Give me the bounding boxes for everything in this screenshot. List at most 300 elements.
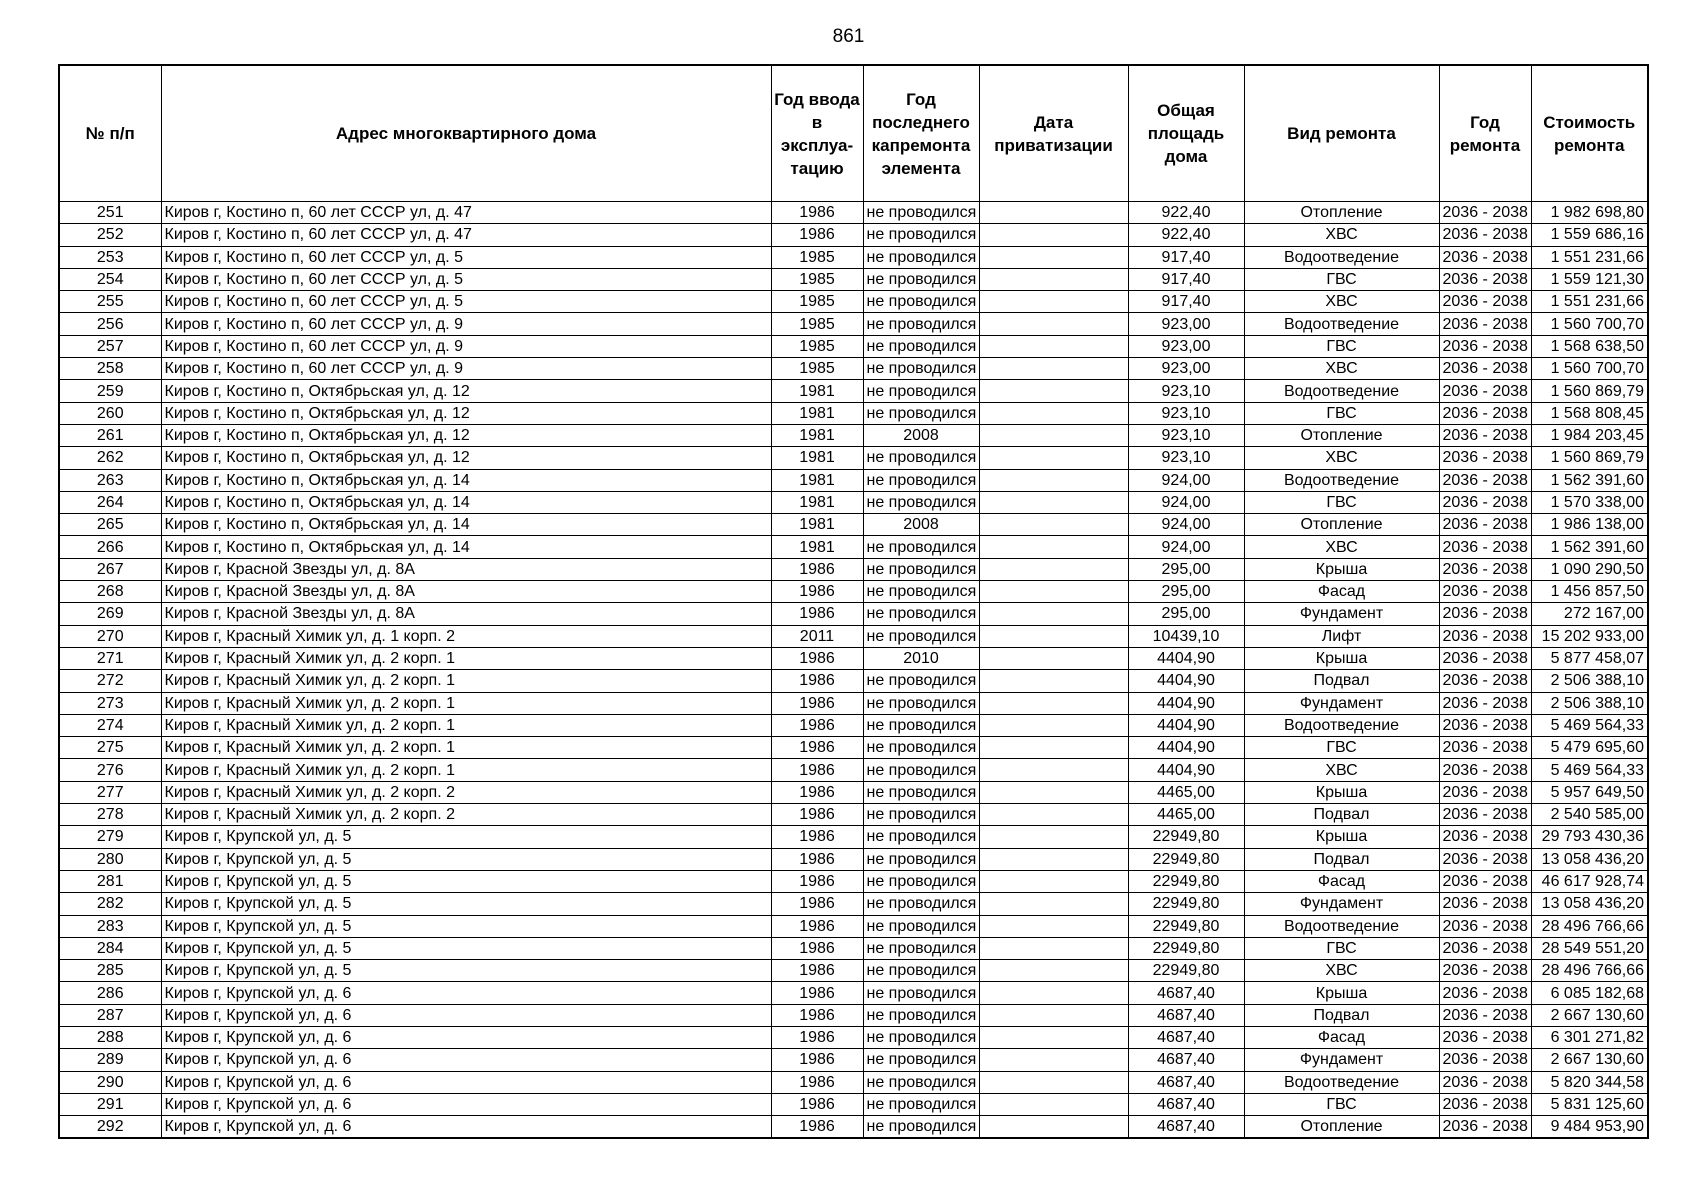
cell-address: Киров г, Костино п, 60 лет СССР ул, д. 9	[161, 335, 771, 357]
cell-num: 251	[59, 202, 161, 224]
cell-repair-year: 2036 - 2038	[1439, 714, 1531, 736]
cell-address: Киров г, Красный Химик ул, д. 2 корп. 1	[161, 692, 771, 714]
table-row	[59, 915, 1648, 937]
cell-last-capital-repair: не проводился	[863, 536, 979, 558]
table-row	[59, 536, 1648, 558]
cell-repair-type: Водоотведение	[1244, 246, 1439, 268]
cell-commission-year: 1986	[771, 781, 863, 803]
cell-repair-year: 2036 - 2038	[1439, 224, 1531, 246]
cell-total-area: 917,40	[1128, 268, 1244, 290]
cell-commission-year: 1986	[771, 714, 863, 736]
cell-total-area: 295,00	[1128, 603, 1244, 625]
cell-privatization-date	[979, 514, 1128, 536]
cell-repair-year: 2036 - 2038	[1439, 536, 1531, 558]
table-row	[59, 1049, 1648, 1071]
cell-last-capital-repair: не проводился	[863, 714, 979, 736]
cell-last-capital-repair: не проводился	[863, 581, 979, 603]
cell-repair-cost: 1 560 700,70	[1531, 313, 1648, 335]
cell-address: Киров г, Крупской ул, д. 5	[161, 848, 771, 870]
cell-repair-year: 2036 - 2038	[1439, 759, 1531, 781]
cell-last-capital-repair: не проводился	[863, 335, 979, 357]
cell-num: 252	[59, 224, 161, 246]
cell-total-area: 923,00	[1128, 313, 1244, 335]
cell-num: 281	[59, 870, 161, 892]
cell-privatization-date	[979, 402, 1128, 424]
cell-repair-year: 2036 - 2038	[1439, 1004, 1531, 1026]
cell-privatization-date	[979, 915, 1128, 937]
cell-commission-year: 1985	[771, 268, 863, 290]
table-row	[59, 581, 1648, 603]
cell-privatization-date	[979, 1116, 1128, 1139]
cell-repair-cost: 1 560 869,79	[1531, 380, 1648, 402]
cell-last-capital-repair: не проводился	[863, 848, 979, 870]
cell-last-capital-repair: не проводился	[863, 313, 979, 335]
cell-address: Киров г, Костино п, Октябрьская ул, д. 14	[161, 536, 771, 558]
cell-commission-year: 1986	[771, 870, 863, 892]
cell-address: Киров г, Красной Звезды ул, д. 8А	[161, 581, 771, 603]
table-row	[59, 1004, 1648, 1026]
cell-repair-year: 2036 - 2038	[1439, 603, 1531, 625]
cell-num: 269	[59, 603, 161, 625]
cell-repair-cost: 2 540 585,00	[1531, 804, 1648, 826]
cell-repair-year: 2036 - 2038	[1439, 804, 1531, 826]
cell-privatization-date	[979, 781, 1128, 803]
table-row	[59, 224, 1648, 246]
cell-commission-year: 1986	[771, 960, 863, 982]
header-repair-year: Год ремонта	[1439, 65, 1531, 202]
cell-total-area: 295,00	[1128, 558, 1244, 580]
cell-repair-cost: 1 982 698,80	[1531, 202, 1648, 224]
table-row	[59, 759, 1648, 781]
cell-privatization-date	[979, 960, 1128, 982]
cell-last-capital-repair: не проводился	[863, 826, 979, 848]
table-row	[59, 1026, 1648, 1048]
cell-address: Киров г, Крупской ул, д. 6	[161, 982, 771, 1004]
cell-address: Киров г, Красный Химик ул, д. 2 корп. 2	[161, 804, 771, 826]
cell-repair-year: 2036 - 2038	[1439, 692, 1531, 714]
cell-repair-cost: 1 562 391,60	[1531, 536, 1648, 558]
cell-commission-year: 1981	[771, 424, 863, 446]
cell-last-capital-repair: не проводился	[863, 224, 979, 246]
cell-last-capital-repair: не проводился	[863, 558, 979, 580]
cell-repair-year: 2036 - 2038	[1439, 202, 1531, 224]
table-row	[59, 358, 1648, 380]
cell-num: 275	[59, 737, 161, 759]
cell-repair-cost: 1 559 686,16	[1531, 224, 1648, 246]
cell-address: Киров г, Костино п, Октябрьская ул, д. 14	[161, 491, 771, 513]
cell-total-area: 4687,40	[1128, 1071, 1244, 1093]
cell-commission-year: 1986	[771, 647, 863, 669]
cell-address: Киров г, Костино п, Октябрьская ул, д. 14	[161, 514, 771, 536]
cell-last-capital-repair: не проводился	[863, 402, 979, 424]
cell-repair-year: 2036 - 2038	[1439, 558, 1531, 580]
cell-address: Киров г, Красной Звезды ул, д. 8А	[161, 558, 771, 580]
cell-last-capital-repair: не проводился	[863, 380, 979, 402]
cell-commission-year: 1986	[771, 1026, 863, 1048]
cell-last-capital-repair: не проводился	[863, 982, 979, 1004]
cell-num: 280	[59, 848, 161, 870]
cell-repair-type: ХВС	[1244, 447, 1439, 469]
repair-registry-table	[58, 64, 1649, 1139]
cell-privatization-date	[979, 804, 1128, 826]
cell-address: Киров г, Крупской ул, д. 5	[161, 960, 771, 982]
cell-total-area: 917,40	[1128, 246, 1244, 268]
cell-privatization-date	[979, 202, 1128, 224]
cell-repair-cost: 1 568 808,45	[1531, 402, 1648, 424]
cell-total-area: 924,00	[1128, 491, 1244, 513]
cell-num: 260	[59, 402, 161, 424]
cell-address: Киров г, Красный Химик ул, д. 2 корп. 1	[161, 759, 771, 781]
table-row	[59, 960, 1648, 982]
cell-privatization-date	[979, 424, 1128, 446]
cell-repair-cost: 5 820 344,58	[1531, 1071, 1648, 1093]
header-num: № п/п	[59, 65, 161, 202]
cell-repair-type: Фасад	[1244, 1026, 1439, 1048]
cell-commission-year: 1986	[771, 1049, 863, 1071]
cell-last-capital-repair: не проводился	[863, 737, 979, 759]
header-commission-year: Год ввода в эксплуа-тацию	[771, 65, 863, 202]
cell-total-area: 924,00	[1128, 469, 1244, 491]
cell-total-area: 923,10	[1128, 447, 1244, 469]
cell-total-area: 4687,40	[1128, 982, 1244, 1004]
cell-commission-year: 1986	[771, 759, 863, 781]
header-repair-type: Вид ремонта	[1244, 65, 1439, 202]
cell-repair-year: 2036 - 2038	[1439, 937, 1531, 959]
cell-address: Киров г, Крупской ул, д. 6	[161, 1026, 771, 1048]
cell-commission-year: 1985	[771, 358, 863, 380]
cell-repair-year: 2036 - 2038	[1439, 313, 1531, 335]
cell-privatization-date	[979, 224, 1128, 246]
cell-address: Киров г, Крупской ул, д. 5	[161, 870, 771, 892]
cell-total-area: 4404,90	[1128, 737, 1244, 759]
cell-repair-type: Фундамент	[1244, 603, 1439, 625]
cell-repair-type: ХВС	[1244, 759, 1439, 781]
cell-num: 289	[59, 1049, 161, 1071]
cell-repair-cost: 2 667 130,60	[1531, 1049, 1648, 1071]
cell-privatization-date	[979, 937, 1128, 959]
cell-commission-year: 1986	[771, 202, 863, 224]
cell-repair-year: 2036 - 2038	[1439, 1093, 1531, 1115]
cell-total-area: 22949,80	[1128, 826, 1244, 848]
cell-address: Киров г, Крупской ул, д. 5	[161, 893, 771, 915]
table-row	[59, 202, 1648, 224]
header-repair-cost: Стоимость ремонта	[1531, 65, 1648, 202]
cell-last-capital-repair: не проводился	[863, 960, 979, 982]
cell-repair-type: ГВС	[1244, 937, 1439, 959]
cell-repair-type: Крыша	[1244, 781, 1439, 803]
cell-commission-year: 1981	[771, 447, 863, 469]
table-row	[59, 313, 1648, 335]
cell-repair-year: 2036 - 2038	[1439, 670, 1531, 692]
cell-num: 253	[59, 246, 161, 268]
cell-commission-year: 1986	[771, 826, 863, 848]
cell-num: 264	[59, 491, 161, 513]
cell-address: Киров г, Костино п, 60 лет СССР ул, д. 5	[161, 268, 771, 290]
cell-address: Киров г, Костино п, 60 лет СССР ул, д. 47	[161, 224, 771, 246]
cell-total-area: 922,40	[1128, 224, 1244, 246]
cell-total-area: 4404,90	[1128, 714, 1244, 736]
cell-last-capital-repair: не проводился	[863, 202, 979, 224]
cell-address: Киров г, Крупской ул, д. 5	[161, 937, 771, 959]
cell-repair-year: 2036 - 2038	[1439, 469, 1531, 491]
cell-num: 278	[59, 804, 161, 826]
cell-repair-year: 2036 - 2038	[1439, 982, 1531, 1004]
cell-repair-type: Отопление	[1244, 424, 1439, 446]
cell-last-capital-repair: не проводился	[863, 1026, 979, 1048]
cell-repair-cost: 28 496 766,66	[1531, 960, 1648, 982]
cell-num: 277	[59, 781, 161, 803]
cell-num: 290	[59, 1071, 161, 1093]
cell-privatization-date	[979, 1004, 1128, 1026]
cell-repair-cost: 1 570 338,00	[1531, 491, 1648, 513]
cell-address: Киров г, Крупской ул, д. 6	[161, 1049, 771, 1071]
cell-total-area: 4687,40	[1128, 1026, 1244, 1048]
cell-repair-cost: 1 551 231,66	[1531, 291, 1648, 313]
cell-total-area: 4404,90	[1128, 759, 1244, 781]
table-row	[59, 491, 1648, 513]
cell-repair-type: Водоотведение	[1244, 714, 1439, 736]
cell-last-capital-repair: не проводился	[863, 1116, 979, 1139]
cell-commission-year: 1986	[771, 1093, 863, 1115]
table-row	[59, 424, 1648, 446]
cell-last-capital-repair: не проводился	[863, 937, 979, 959]
header-privatization-date: Дата приватизации	[979, 65, 1128, 202]
cell-num: 267	[59, 558, 161, 580]
cell-total-area: 4465,00	[1128, 781, 1244, 803]
cell-last-capital-repair: не проводился	[863, 1004, 979, 1026]
cell-repair-cost: 6 301 271,82	[1531, 1026, 1648, 1048]
cell-last-capital-repair: не проводился	[863, 893, 979, 915]
cell-repair-type: ГВС	[1244, 1093, 1439, 1115]
cell-num: 287	[59, 1004, 161, 1026]
cell-total-area: 923,00	[1128, 335, 1244, 357]
cell-num: 285	[59, 960, 161, 982]
cell-address: Киров г, Костино п, Октябрьская ул, д. 12	[161, 380, 771, 402]
cell-privatization-date	[979, 714, 1128, 736]
cell-last-capital-repair: не проводился	[863, 804, 979, 826]
cell-privatization-date	[979, 759, 1128, 781]
cell-repair-type: Крыша	[1244, 558, 1439, 580]
cell-repair-cost: 5 831 125,60	[1531, 1093, 1648, 1115]
cell-repair-cost: 2 667 130,60	[1531, 1004, 1648, 1026]
cell-total-area: 4404,90	[1128, 670, 1244, 692]
table-row	[59, 848, 1648, 870]
cell-commission-year: 1986	[771, 1116, 863, 1139]
cell-repair-year: 2036 - 2038	[1439, 380, 1531, 402]
cell-repair-cost: 13 058 436,20	[1531, 848, 1648, 870]
cell-repair-type: Фасад	[1244, 870, 1439, 892]
cell-last-capital-repair: не проводился	[863, 670, 979, 692]
cell-repair-type: Крыша	[1244, 982, 1439, 1004]
header-row	[59, 65, 1648, 202]
cell-privatization-date	[979, 536, 1128, 558]
cell-repair-year: 2036 - 2038	[1439, 335, 1531, 357]
cell-repair-type: ГВС	[1244, 491, 1439, 513]
cell-address: Киров г, Красный Химик ул, д. 2 корп. 1	[161, 647, 771, 669]
cell-num: 263	[59, 469, 161, 491]
cell-num: 255	[59, 291, 161, 313]
cell-last-capital-repair: не проводился	[863, 781, 979, 803]
cell-commission-year: 1986	[771, 581, 863, 603]
cell-repair-type: ГВС	[1244, 335, 1439, 357]
cell-privatization-date	[979, 1093, 1128, 1115]
cell-address: Киров г, Крупской ул, д. 6	[161, 1093, 771, 1115]
cell-repair-type: Водоотведение	[1244, 915, 1439, 937]
cell-commission-year: 1986	[771, 692, 863, 714]
cell-address: Киров г, Костино п, 60 лет СССР ул, д. 47	[161, 202, 771, 224]
cell-num: 284	[59, 937, 161, 959]
cell-commission-year: 1986	[771, 1071, 863, 1093]
table-row	[59, 558, 1648, 580]
cell-repair-type: Подвал	[1244, 670, 1439, 692]
table-row	[59, 781, 1648, 803]
cell-repair-year: 2036 - 2038	[1439, 291, 1531, 313]
cell-repair-type: Фундамент	[1244, 1049, 1439, 1071]
cell-repair-cost: 29 793 430,36	[1531, 826, 1648, 848]
cell-repair-year: 2036 - 2038	[1439, 268, 1531, 290]
cell-repair-year: 2036 - 2038	[1439, 781, 1531, 803]
cell-last-capital-repair: не проводился	[863, 1049, 979, 1071]
cell-last-capital-repair: не проводился	[863, 469, 979, 491]
cell-repair-cost: 1 986 138,00	[1531, 514, 1648, 536]
cell-repair-type: Крыша	[1244, 826, 1439, 848]
cell-commission-year: 1986	[771, 558, 863, 580]
cell-repair-type: ХВС	[1244, 224, 1439, 246]
table-row	[59, 625, 1648, 647]
cell-commission-year: 1985	[771, 291, 863, 313]
cell-repair-year: 2036 - 2038	[1439, 826, 1531, 848]
cell-repair-cost: 13 058 436,20	[1531, 893, 1648, 915]
cell-repair-type: Отопление	[1244, 202, 1439, 224]
cell-privatization-date	[979, 692, 1128, 714]
cell-commission-year: 1985	[771, 313, 863, 335]
cell-commission-year: 1981	[771, 402, 863, 424]
table-body	[59, 202, 1648, 1139]
cell-num: 257	[59, 335, 161, 357]
cell-repair-year: 2036 - 2038	[1439, 581, 1531, 603]
cell-commission-year: 1981	[771, 469, 863, 491]
cell-address: Киров г, Крупской ул, д. 5	[161, 915, 771, 937]
cell-repair-type: Водоотведение	[1244, 469, 1439, 491]
cell-repair-type: Водоотведение	[1244, 380, 1439, 402]
cell-repair-cost: 5 469 564,33	[1531, 759, 1648, 781]
cell-last-capital-repair: не проводился	[863, 1071, 979, 1093]
cell-repair-type: ГВС	[1244, 737, 1439, 759]
cell-repair-year: 2036 - 2038	[1439, 246, 1531, 268]
cell-repair-cost: 6 085 182,68	[1531, 982, 1648, 1004]
cell-repair-year: 2036 - 2038	[1439, 893, 1531, 915]
table-row	[59, 447, 1648, 469]
cell-address: Киров г, Крупской ул, д. 6	[161, 1004, 771, 1026]
cell-total-area: 922,40	[1128, 202, 1244, 224]
table-row	[59, 291, 1648, 313]
cell-privatization-date	[979, 1026, 1128, 1048]
cell-total-area: 4687,40	[1128, 1004, 1244, 1026]
cell-last-capital-repair: 2008	[863, 514, 979, 536]
cell-repair-cost: 5 877 458,07	[1531, 647, 1648, 669]
cell-address: Киров г, Красный Химик ул, д. 2 корп. 1	[161, 714, 771, 736]
cell-num: 266	[59, 536, 161, 558]
cell-total-area: 924,00	[1128, 514, 1244, 536]
table-row	[59, 714, 1648, 736]
cell-last-capital-repair: не проводился	[863, 915, 979, 937]
cell-privatization-date	[979, 737, 1128, 759]
cell-num: 256	[59, 313, 161, 335]
cell-privatization-date	[979, 358, 1128, 380]
cell-last-capital-repair: не проводился	[863, 447, 979, 469]
cell-repair-year: 2036 - 2038	[1439, 1116, 1531, 1139]
cell-privatization-date	[979, 581, 1128, 603]
cell-repair-year: 2036 - 2038	[1439, 1026, 1531, 1048]
cell-last-capital-repair: 2008	[863, 424, 979, 446]
cell-last-capital-repair: не проводился	[863, 870, 979, 892]
cell-total-area: 22949,80	[1128, 937, 1244, 959]
cell-privatization-date	[979, 603, 1128, 625]
cell-commission-year: 1981	[771, 380, 863, 402]
table-row	[59, 402, 1648, 424]
cell-num: 274	[59, 714, 161, 736]
cell-num: 270	[59, 625, 161, 647]
cell-commission-year: 1986	[771, 893, 863, 915]
cell-last-capital-repair: не проводился	[863, 759, 979, 781]
cell-repair-type: Подвал	[1244, 848, 1439, 870]
cell-total-area: 295,00	[1128, 581, 1244, 603]
cell-total-area: 22949,80	[1128, 915, 1244, 937]
cell-address: Киров г, Костино п, 60 лет СССР ул, д. 9	[161, 358, 771, 380]
cell-repair-type: Водоотведение	[1244, 313, 1439, 335]
cell-privatization-date	[979, 469, 1128, 491]
header-total-area: Общая площадь дома	[1128, 65, 1244, 202]
cell-last-capital-repair: 2010	[863, 647, 979, 669]
cell-address: Киров г, Костино п, 60 лет СССР ул, д. 5	[161, 246, 771, 268]
cell-address: Киров г, Крупской ул, д. 5	[161, 826, 771, 848]
cell-total-area: 4687,40	[1128, 1049, 1244, 1071]
cell-commission-year: 1986	[771, 1004, 863, 1026]
cell-address: Киров г, Костино п, 60 лет СССР ул, д. 9	[161, 313, 771, 335]
cell-total-area: 22949,80	[1128, 848, 1244, 870]
table-row	[59, 246, 1648, 268]
cell-num: 271	[59, 647, 161, 669]
cell-total-area: 10439,10	[1128, 625, 1244, 647]
cell-address: Киров г, Костино п, Октябрьская ул, д. 12	[161, 402, 771, 424]
cell-repair-cost: 1 090 290,50	[1531, 558, 1648, 580]
table-row	[59, 670, 1648, 692]
cell-repair-type: Лифт	[1244, 625, 1439, 647]
cell-address: Киров г, Красный Химик ул, д. 2 корп. 2	[161, 781, 771, 803]
cell-commission-year: 1986	[771, 915, 863, 937]
page-number: 861	[832, 26, 865, 47]
cell-repair-year: 2036 - 2038	[1439, 491, 1531, 513]
cell-num: 291	[59, 1093, 161, 1115]
cell-privatization-date	[979, 893, 1128, 915]
cell-commission-year: 1981	[771, 536, 863, 558]
cell-repair-cost: 1 559 121,30	[1531, 268, 1648, 290]
table-header	[59, 65, 1648, 202]
cell-num: 272	[59, 670, 161, 692]
cell-total-area: 22949,80	[1128, 893, 1244, 915]
cell-total-area: 923,00	[1128, 358, 1244, 380]
cell-privatization-date	[979, 268, 1128, 290]
cell-total-area: 4404,90	[1128, 647, 1244, 669]
cell-num: 288	[59, 1026, 161, 1048]
cell-commission-year: 1986	[771, 937, 863, 959]
cell-repair-cost: 1 562 391,60	[1531, 469, 1648, 491]
cell-commission-year: 1986	[771, 603, 863, 625]
cell-privatization-date	[979, 625, 1128, 647]
cell-last-capital-repair: не проводился	[863, 291, 979, 313]
cell-repair-type: Водоотведение	[1244, 1071, 1439, 1093]
header-address: Адрес многоквартирного дома	[161, 65, 771, 202]
